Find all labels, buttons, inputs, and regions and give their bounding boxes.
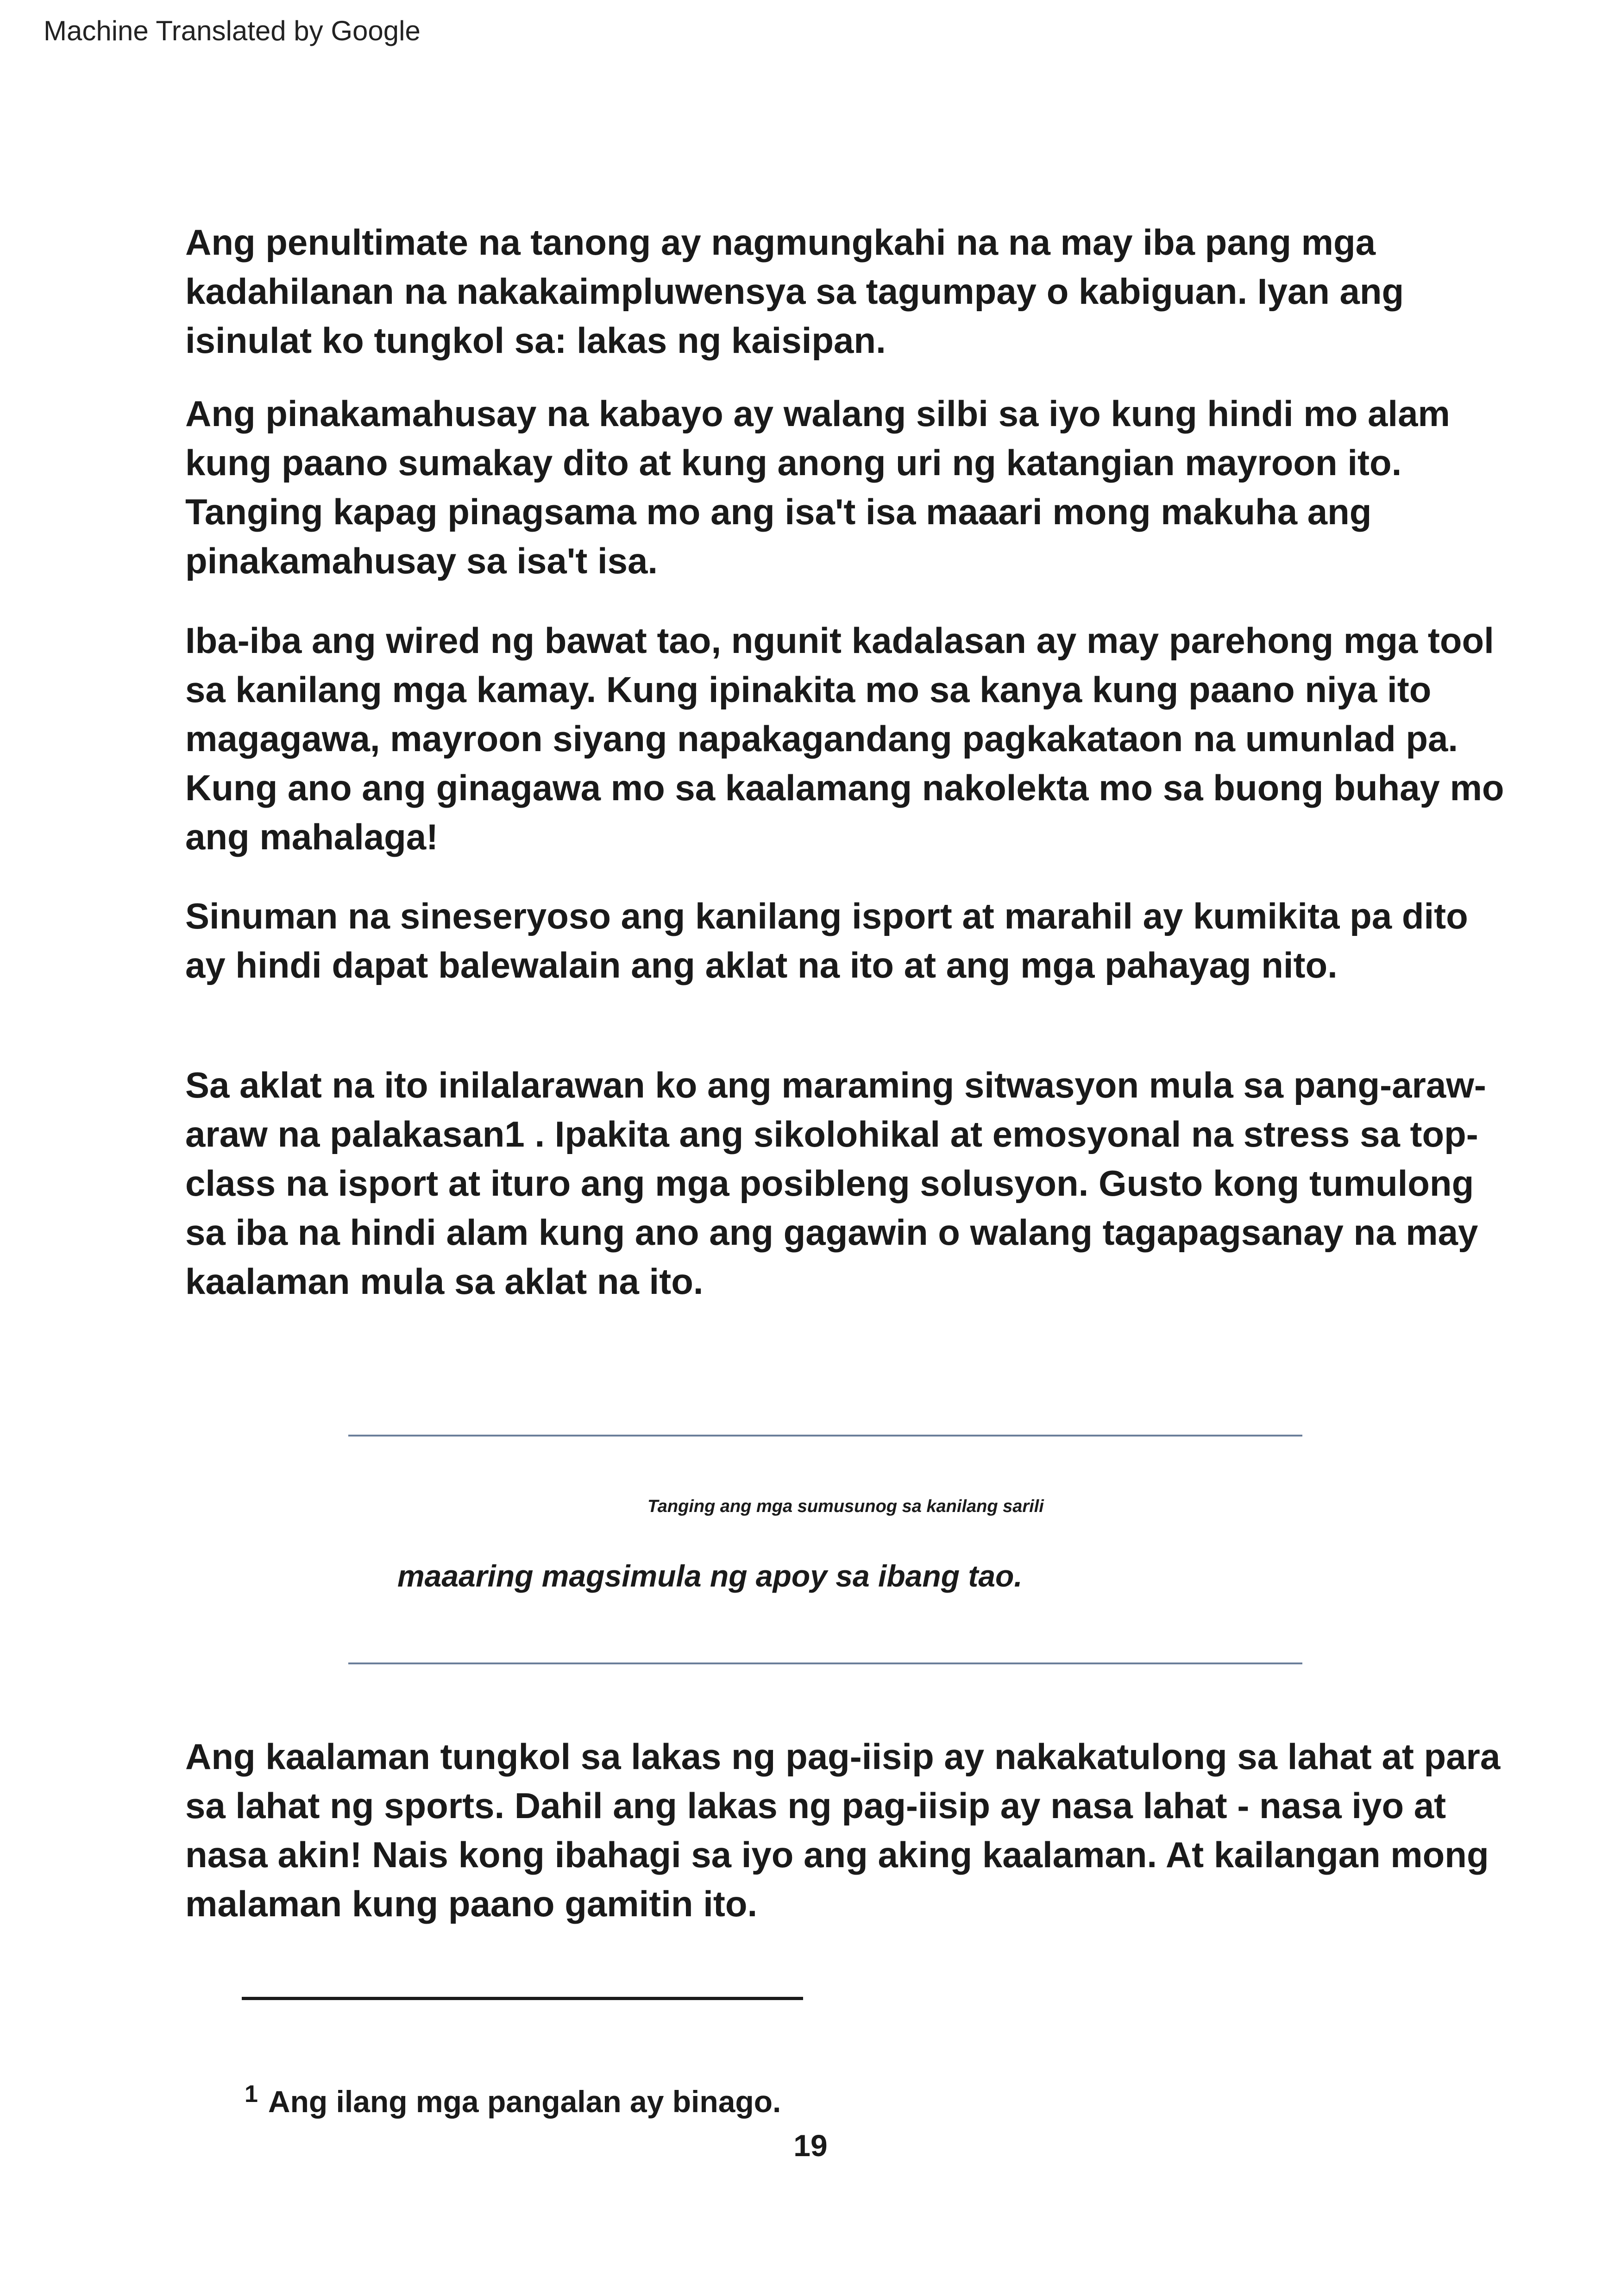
- quote-line-2: maaaring magsimula ng apoy sa ibang tao.: [397, 1559, 1023, 1593]
- quote-top-divider: [348, 1435, 1302, 1437]
- paragraph-book-situations: Sa aklat na ito inilalarawan ko ang maraming sitwasyon mula sa pang-araw-araw na palakasan1 . Ipakita ang sikolohikal at emosyonal na stress sa top-class na isport at ituro ang mga posibleng solusyon. Gusto kong tumulong sa iba na hindi alam kung ano ang gagawin o walang tagapagsanay na may kaalaman mula sa aklat na ito.: [185, 1065, 1486, 1302]
- footnote-text: Ang ilang mga pangalan ay binago.: [268, 2084, 781, 2119]
- paragraph-mental-strength: Ang penultimate na tanong ay nagmungkahi na na may iba pang mga kadahilanan na nakakaimpluwensya sa tagumpay o kabiguan. Iyan ang isinulat ko tungkol sa: lakas ng kaisipan.: [185, 222, 1404, 361]
- page-number: 19: [793, 2128, 828, 2163]
- paragraph-wired-differently: Iba-iba ang wired ng bawat tao, ngunit kadalasan ay may parehong mga tool sa kanilang mga kamay. Kung ipinakita mo sa kanya kung paano niya ito magagawa, mayroon siyang napakagandang pagkakataon na umunlad pa. Kung ano ang ginagawa mo sa kaalamang nakolekta mo sa buong buhay mo ang mahalaga!: [185, 620, 1504, 858]
- quote-bottom-divider: [348, 1662, 1302, 1664]
- quote-line-1: Tanging ang mga sumusunog sa kanilang sarili: [647, 1497, 1044, 1516]
- footnote-marker: 1: [245, 2081, 258, 2108]
- machine-translation-note: Machine Translated by Google: [44, 15, 421, 46]
- footnote-divider: [242, 1997, 803, 2000]
- paragraph-mental-strength-knowledge: Ang kaalaman tungkol sa lakas ng pag-iisip ay nakakatulong sa lahat at para sa lahat ng sports. Dahil ang lakas ng pag-iisip ay nasa lahat - nasa iyo at nasa akin! Nais kong ibahagi sa iyo ang aking kaalaman. At kailangan mong malaman kung paano gamitin ito.: [185, 1736, 1501, 1925]
- paragraph-take-sport-seriously: Sinuman na sineseryoso ang kanilang isport at marahil ay kumikita pa dito ay hindi dapat balewalain ang aklat na ito at ang mga pahayag nito.: [185, 896, 1468, 986]
- footnote: [245, 2081, 781, 2119]
- paragraph-best-horse: Ang pinakamahusay na kabayo ay walang silbi sa iyo kung hindi mo alam kung paano sumakay dito at kung anong uri ng katangian mayroon ito. Tanging kapag pinagsama mo ang isa't isa maaari mong makuha ang pinakamahusay sa isa't isa.: [185, 393, 1450, 582]
